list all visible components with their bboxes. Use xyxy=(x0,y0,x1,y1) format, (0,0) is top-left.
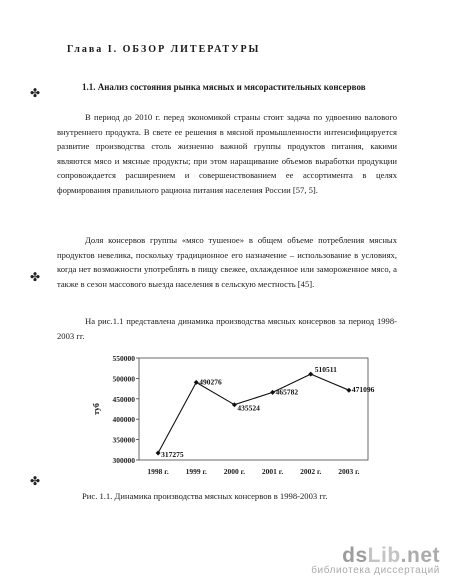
dslib-logo: dsLib.net xyxy=(342,544,440,567)
x-tick-label: 2000 г. xyxy=(223,467,246,476)
watermark-tagline: библиотека диссертаций xyxy=(311,565,440,576)
y-tick-label: 300000 xyxy=(112,456,135,465)
data-label: 471096 xyxy=(351,385,375,395)
data-point xyxy=(156,450,161,455)
margin-mark: ✤ xyxy=(30,86,41,100)
data-point xyxy=(308,372,313,377)
figure-caption: Рис. 1.1. Динамика производства мясных консервов в 1998-2003 гг. xyxy=(82,491,328,501)
data-point xyxy=(270,390,275,395)
paragraph-text: Доля консервов группы «мясо тушеное» в общем объеме потребления мясных продуктов невелика, поскольку традиционное его назначение – использование в условиях, когда нет возможности употреблять в пищу свежее, охлажденное или замороженное мясо, а также в сезон массового выезда населения в сельскую местность [45]. xyxy=(57,235,397,289)
paragraph-text: На рис.1.1 представлена динамика производства мясных консервов за период 1998-2003 гг. xyxy=(57,316,397,341)
section-heading: 1.1. Анализ состояния рынка мясных и мясорастительных консервов xyxy=(82,82,366,92)
data-point xyxy=(232,402,237,407)
y-tick-label: 500000 xyxy=(112,374,135,384)
data-label: 465782 xyxy=(275,387,299,397)
data-label: 435524 xyxy=(237,403,260,413)
x-tick-label: 2003 г. xyxy=(338,467,360,476)
y-tick-label: 400000 xyxy=(112,415,135,425)
data-point xyxy=(194,380,199,385)
margin-mark: ✤ xyxy=(30,270,41,284)
paragraph-3 xyxy=(57,314,397,343)
x-tick-label: 2001 г. xyxy=(261,467,284,476)
data-label: 317275 xyxy=(161,449,184,459)
data-label: 490276 xyxy=(199,377,222,387)
paragraph-1 xyxy=(57,110,397,197)
dslib-watermark xyxy=(311,544,440,576)
y-axis-label: туб xyxy=(92,403,101,415)
margin-mark: ✤ xyxy=(30,474,41,488)
chapter-heading: Глава I. ОБЗОР ЛИТЕРАТУРЫ xyxy=(67,44,261,55)
y-tick-label: 550000 xyxy=(112,354,135,363)
paragraph-2 xyxy=(57,233,397,291)
data-label: 510511 xyxy=(314,365,337,375)
series-line xyxy=(158,374,349,453)
x-tick-label: 1998 г. xyxy=(147,467,169,476)
production-line-chart xyxy=(90,352,380,484)
y-tick-label: 350000 xyxy=(112,435,135,445)
data-point xyxy=(346,388,351,393)
y-tick-label: 450000 xyxy=(112,394,135,404)
paragraph-text: В период до 2010 г. перед экономикой страны стоит задача по удвоению валового внутреннего продукта. В свете ее решения в мясной промышленности интенсифицируется развитие производства столь жизненно важной группы продуктов питания, какими являются мясо и мясные продукты; при этом наращивание объемов выработки продукции сопровождается расширением и совершенствованием ее ассортимента в целях формирования правильного рациона питания населения России [57, 5]. xyxy=(57,112,397,195)
x-tick-label: 1999 г. xyxy=(185,467,207,476)
x-tick-label: 2002 г. xyxy=(300,467,322,476)
